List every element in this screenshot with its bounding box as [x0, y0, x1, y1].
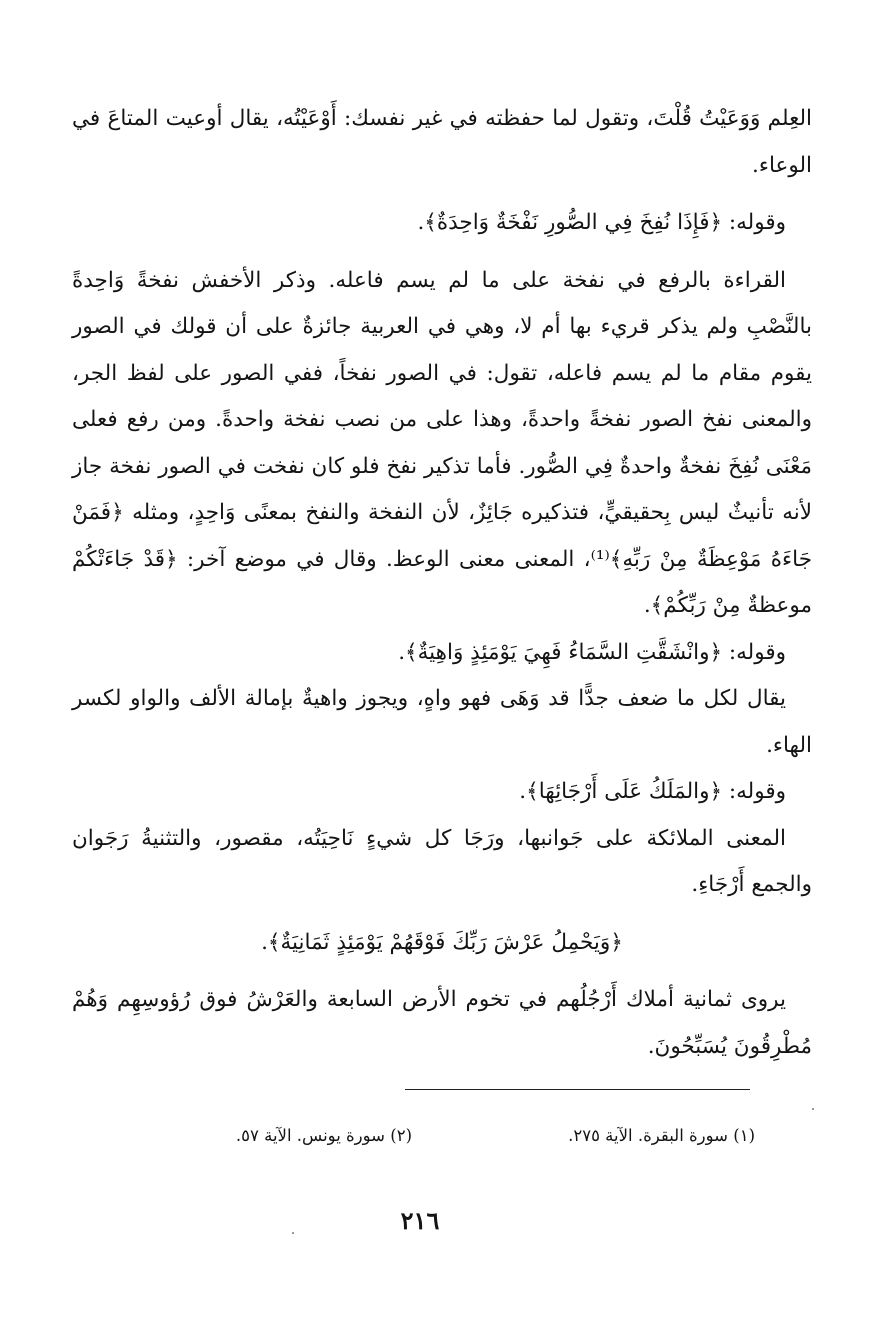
scan-speck	[812, 1108, 814, 1110]
scan-speck	[292, 1232, 294, 1234]
verse-line-arsh: ﴿وَيَحْمِلُ عَرْشَ رَبِّكَ فَوْقَهُمْ يَوْمَئِذٍ ثَمَانِيَةٌ﴾.	[261, 929, 623, 955]
footnote-divider	[405, 1089, 750, 1090]
paragraph-continuation: العِلم وَوَعَيْتُ قُلْتَ، وتقول لما حفظته في غير نفسك: أَوْعَيْتُه، يقال أوعيت المتاعَ في الوعاء.	[72, 106, 812, 178]
footnote-2: (٢) سورة يونس. الآية ٥٧.	[235, 1126, 412, 1145]
paragraph-commentary-thamaniya: يروى ثمانية أملاك أَرْجُلُهم في تخوم الأرض السابعة والعَرْشُ فوق رُؤوسِهِم وَهُمْ مُطْرِقُونَ يُسَبِّحُونَ.	[72, 987, 812, 1059]
footnote-1: (١) سورة البقرة. الآية ٢٧٥.	[568, 1126, 755, 1145]
footnotes	[200, 1126, 755, 1158]
page-number: ٢١٦	[400, 1206, 440, 1235]
verse-line-inshaqqat: وقوله: ﴿وانْشَقَّتِ السَّمَاءُ فَهِيَ يَوْمَئِذٍ وَاهِيَةٌ﴾.	[398, 639, 786, 665]
paragraph-commentary-arja: المعنى الملائكة على جَوانبها، ورَجَا كل شيءٍ نَاحِيَتُه، مقصور، والتثنيةُ رَجَوان والجمع أَرْجَاءِ.	[72, 825, 812, 897]
paragraph-commentary-wahiya: يقال لكل ما ضعف جدًّا قد وَهَى فهو واهٍ، ويجوز واهيةٌ بإمالة الألف والواو لكسر الهاء.	[72, 686, 812, 758]
paragraph-commentary-nafkha: القراءة بالرفع في نفخة على ما لم يسم فاعله. وذكر الأخفش نفخةً وَاحِدةً بالنَّصْبِ ولم يذكر قريء بها أم لا، وهي في العربية جائزةٌ على أن قولك في الصور يقوم مقام ما لم يسم فاعله، تقول: في الصور نفخاً، ففي الصور على لفظ الجر، والمعنى نفخ الصور نفخةً واحدةً، وهذا على من نصب نفخة واحدةً. ومن رفع فعلى مَعْنَى نُفِخَ نفخةٌ واحدةٌ فِي الصُّور. فأما تذكير نفخ فلو كان نفخت في الصور نفخة جاز لأنه تأنيثٌ ليس بِحقيقيٍّ، فتذكيره جَائِزٌ، لأن النفخة والنفخ بمعنًى وَاحِدٍ، ومثله ﴿فَمَنْ جَاءَهُ مَوْعِظَةٌ مِنْ رَبِّهِ﴾⁽¹⁾، المعنى معنى الوعظ. وقال في موضع آخر: ﴿قَدْ جَاءَتْكُمْ موعظةٌ مِنْ رَبِّكُمْ﴾.	[72, 267, 812, 618]
verse-line-malak: وقوله: ﴿والمَلَكُ عَلَى أَرْجَائِهَا﴾.	[519, 779, 786, 804]
verse-line-nafkha: وقوله: ﴿فَإِذَا نُفِخَ فِي الصُّورِ نَفْخَةٌ وَاحِدَةٌ﴾.	[417, 210, 786, 235]
main-text	[72, 96, 812, 1070]
